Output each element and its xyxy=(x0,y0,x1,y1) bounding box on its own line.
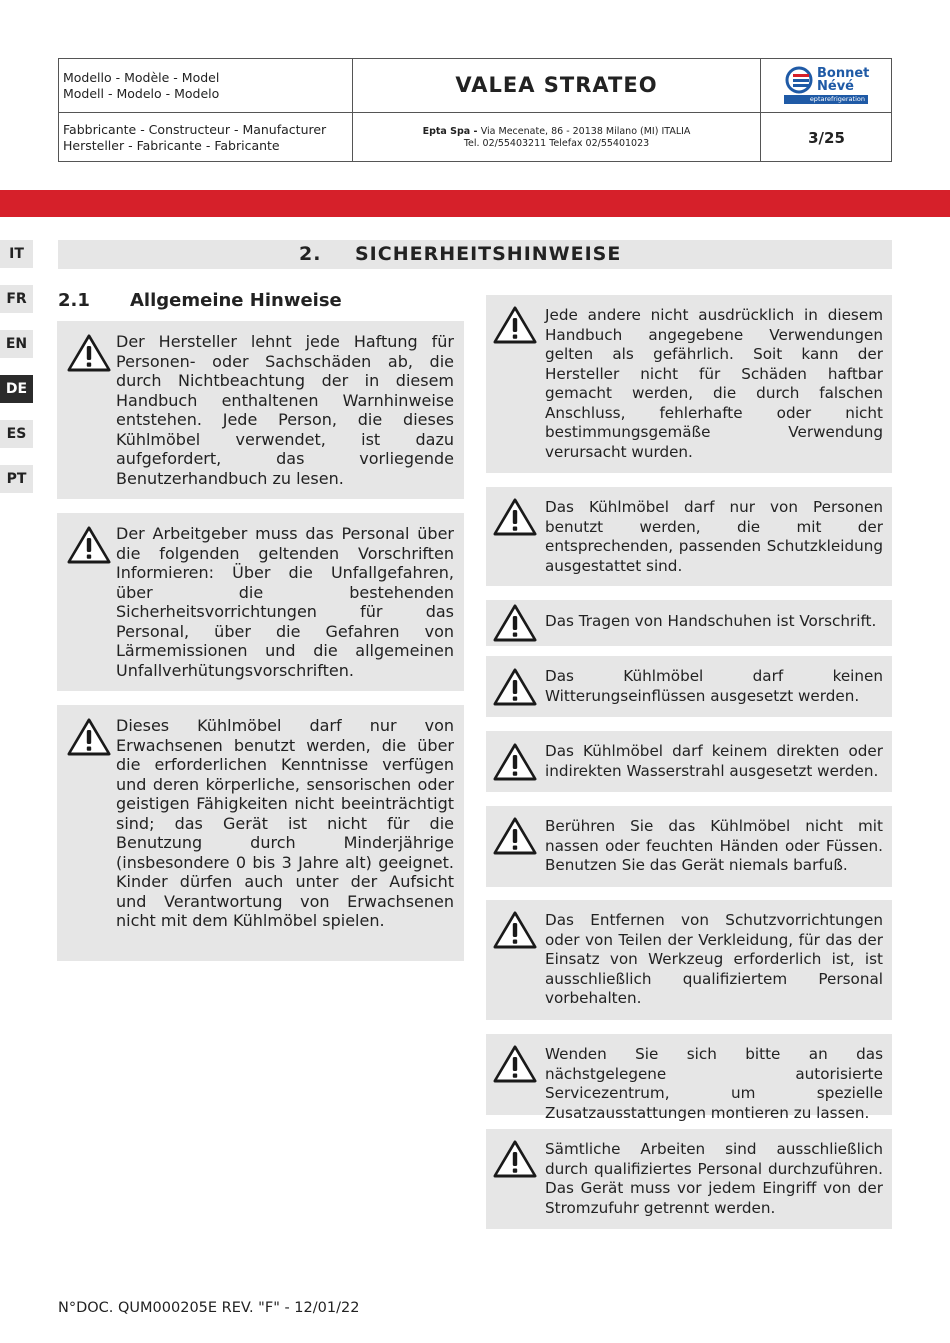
logo-text xyxy=(817,67,869,93)
warning-triangle-icon xyxy=(492,497,538,537)
warning-triangle-icon xyxy=(492,603,538,643)
manufacturer-label xyxy=(63,122,326,154)
manufacturer-contact: Tel. 02/55403211 Telefax 02/55401023 xyxy=(463,138,650,149)
section-title xyxy=(58,240,892,269)
warning-box xyxy=(486,806,892,887)
lang-tab-es[interactable]: ES xyxy=(0,420,33,448)
warning-box xyxy=(486,656,892,717)
warning-text: Das Tragen von Handschuhen ist Vorschrift. xyxy=(545,612,877,630)
manufacturer-info xyxy=(353,126,760,150)
warning-triangle-icon xyxy=(492,1044,538,1084)
manufacturer-name: Epta Spa - xyxy=(422,126,481,137)
warning-box xyxy=(486,295,892,473)
warning-box xyxy=(486,1034,892,1122)
warning-box xyxy=(486,487,892,586)
warning-text: Wenden Sie sich bitte an das nächstgelegene autorisierte Servicezentrum, um spezielle Zusatzausstattungen montieren zu lassen. xyxy=(545,1045,883,1122)
red-band xyxy=(0,190,950,217)
warning-box xyxy=(57,705,464,961)
manufacturer-label-line1: Fabbricante - Constructeur - Manufacturer xyxy=(63,122,327,137)
logo-line1: Bonnet xyxy=(817,66,870,81)
model-name: VALEA STRATEO xyxy=(455,73,658,97)
warning-triangle-icon xyxy=(492,305,538,345)
document-number: N°DOC. QUM000205E REV. "F" - 12/01/22 xyxy=(58,1300,360,1316)
section-number: 2. xyxy=(299,243,322,265)
bonnet-neve-logo xyxy=(784,66,870,106)
warning-triangle-icon xyxy=(492,1139,538,1179)
model-label-line1: Modello - Modèle - Model xyxy=(63,70,220,85)
manufacturer-label-line2: Hersteller - Fabricante - Fabricante xyxy=(63,138,280,153)
lang-tab-fr[interactable]: FR xyxy=(0,285,33,313)
lang-tab-pt[interactable]: PT xyxy=(0,465,33,493)
warning-text: Der Hersteller lehnt jede Haftung für Personen- oder Sachschäden ab, die durch Nichtbeachtung der in diesem Handbuch enthaltenen Warnhinweise entstehen. Jede Person, die dieses Kühlmöbel verwendet, ist dazu aufgefordert, das vorliegende Benutzerhandbuch zu lesen. xyxy=(116,332,454,488)
header-divider xyxy=(59,112,891,113)
warning-triangle-icon xyxy=(66,717,112,757)
warning-box xyxy=(57,513,464,691)
lang-tab-it[interactable]: IT xyxy=(0,240,33,268)
warning-box xyxy=(486,600,892,646)
logo-line2: Névé xyxy=(817,79,854,94)
warning-triangle-icon xyxy=(492,742,538,782)
warning-triangle-icon xyxy=(492,910,538,950)
model-label-line2: Modell - Modelo - Modelo xyxy=(63,86,220,101)
subsection-heading: Allgemeine Hinweise xyxy=(130,290,342,311)
warning-box xyxy=(486,731,892,792)
warning-box xyxy=(57,321,464,499)
subsection-number: 2.1 xyxy=(58,290,90,311)
warning-text: Berühren Sie das Kühlmöbel nicht mit nassen oder feuchten Händen oder Füssen. Benutzen Sie das Gerät niemals barfuß. xyxy=(545,817,883,874)
warning-text: Das Kühlmöbel darf nur von Personen benutzt werden, die mit der entsprechenden, passenden Schutzkleidung ausgestattet sind. xyxy=(545,498,883,575)
model-label xyxy=(63,70,219,102)
section-heading: SICHERHEITSHINWEISE xyxy=(355,243,622,265)
warning-text: Das Kühlmöbel darf keinem direkten oder indirekten Wasserstrahl ausgesetzt werden. xyxy=(545,742,883,780)
warning-box xyxy=(486,900,892,1020)
warning-text: Dieses Kühlmöbel darf nur von Erwachsenen benutzt werden, die über die erforderlichen Kenntnisse verfügen und deren körperliche, sensorischen oder geistigen Fähigkeiten nicht beeinträchtigt sind; das Gerät ist nicht für die Benutzung durch Minderjährige (insbesondere 0 bis 3 Jahre alt) geeignet. Kinder dürfen auch unter der Aufsicht und Verantwortung von Erwachsenen nicht mit dem Kühlmöbel spielen. xyxy=(116,716,454,930)
warning-text: Der Arbeitgeber muss das Personal über die folgenden geltenden Vorschriften Informieren: Über die Unfallgefahren, über die bestehenden Sicherheitsvorrichtungen für das Personal, über die Gefahren von Lärmemissionen und die allgemeinen Unfallverhütungsvorschriften. xyxy=(116,524,454,680)
page-number: 3/25 xyxy=(808,129,845,147)
lang-tab-en[interactable]: EN xyxy=(0,330,33,358)
warning-triangle-icon xyxy=(492,816,538,856)
warning-text: Das Entfernen von Schutzvorrichtungen oder von Teilen der Verkleidung, für das der Einsatz von Werkzeug erforderlich ist, ist ausschließlich qualifiziertem Personal vorbehalten. xyxy=(545,911,883,1007)
lang-tab-de[interactable]: DE xyxy=(0,375,33,403)
warning-triangle-icon xyxy=(492,667,538,707)
warning-text: Das Kühlmöbel darf keinen Witterungseinflüssen ausgesetzt werden. xyxy=(545,667,883,705)
manufacturer-address: Via Mecenate, 86 - 20138 Milano (MI) ITALIA xyxy=(480,126,691,137)
warning-box xyxy=(486,1129,892,1229)
logo-mark-icon xyxy=(784,66,816,94)
document-header xyxy=(58,58,892,162)
warning-triangle-icon xyxy=(66,333,112,373)
warning-text: Jede andere nicht ausdrücklich in diesem Handbuch angegebene Verwendungen gelten als gefährlich. Soit kann der Hersteller nicht für Schäden haftbar gemacht werden, die durch falschen Anschluss, fehlerhafte oder nicht bestimmungsgemäße Verwendung verursacht wurden. xyxy=(545,306,883,461)
warning-text: Sämtliche Arbeiten sind ausschließlich durch qualifiziertes Personal durchzuführen. Das Gerät muss vor jedem Eingriff von der Stromzufuhr getrennt werden. xyxy=(545,1140,883,1217)
logo-subbrand: eptarefrigeration xyxy=(784,95,868,104)
warning-triangle-icon xyxy=(66,525,112,565)
